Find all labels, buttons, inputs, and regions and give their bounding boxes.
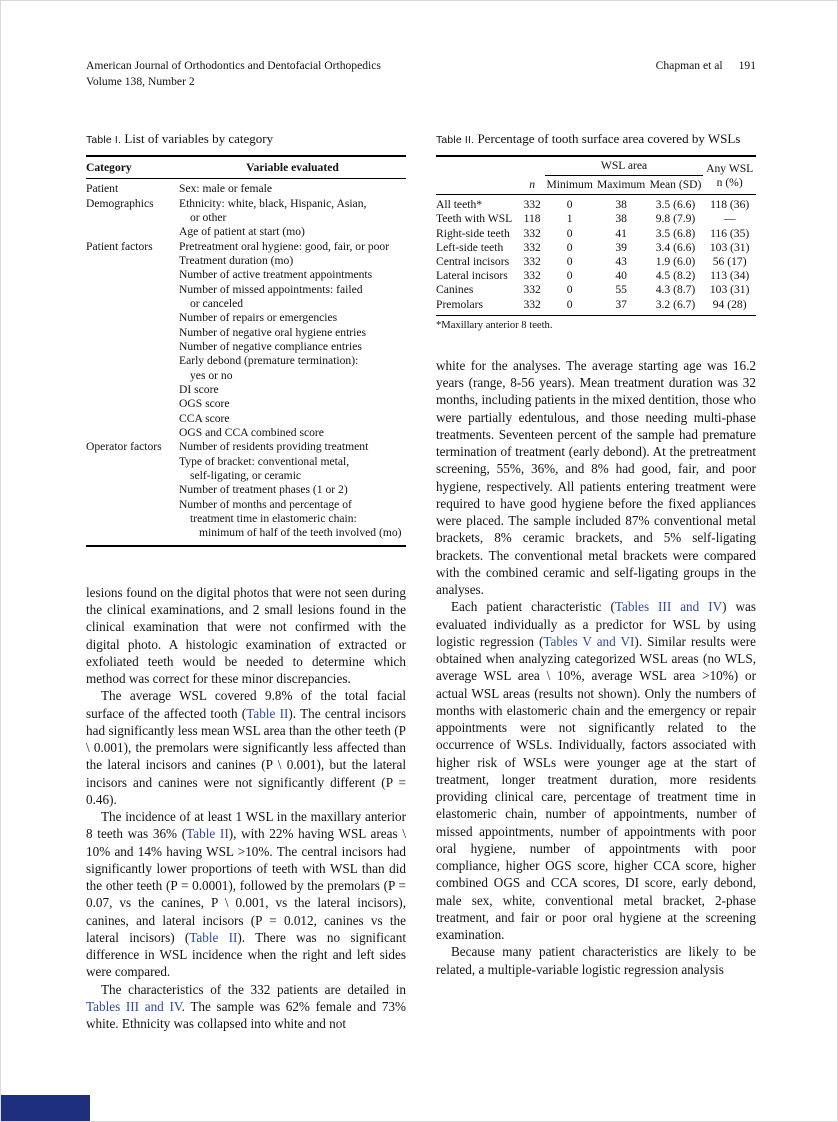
table1-row [86,526,406,545]
category-cell: Operator factors [86,440,162,454]
text-run: ), with 22% having WSL areas \ 10% and 14% having WSL >10%. The central incisors had significantly lower proportions of teeth with WSL than did the other teeth (P = 0.0001), followed by the premolars (P = 0.07, vs the canines, P \ 0.001, vs the lateral incisors), canines, and lateral incisors (P = 0.012, canines vs the lateral incisors) ( [86,826,407,945]
table2-row [436,255,756,269]
category-cell [86,211,179,225]
value-cell: 4.5 (8.2) [655,269,696,283]
value-cell: 39 [615,240,627,254]
value-cell: 3.5 (6.6) [655,198,696,212]
table1-row [86,483,406,497]
variable-cell: Number of repairs or emergencies [179,311,338,325]
table2-caption-title: Percentage of tooth surface area covered by WSLs [477,130,741,146]
value-cell: 37 [615,297,627,311]
variable-cell: yes or no [190,368,233,382]
table1-caption-label: Table I. [86,134,122,146]
cross-reference-link[interactable]: Table II [186,826,229,842]
category-cell: Patient [86,182,119,196]
variable-cell: Age of patient at start (mo) [179,225,305,239]
table1-row [86,179,406,197]
paragraph [86,981,406,1033]
variable-cell: Number of negative compliance entries [179,339,362,353]
table1-row [86,297,406,311]
value-cell: 3.4 (6.6) [655,240,696,254]
category-cell [86,426,179,440]
variable-cell: Treatment duration (mo) [179,253,294,267]
text-run: ). The central incisors had significantly less mean WSL area than the other teeth (P \ 0.001), the premolars were significantly less affected than the lateral incisors and canines (P \ 0.001), but the lateral incisors and canines were not significantly different (P = 0.46). [86,705,406,807]
category-cell [86,326,179,340]
category-cell [86,225,179,239]
value-cell: 9.8 (7.9) [655,212,696,226]
category-cell [86,340,179,354]
variable-cell: or other [190,210,227,224]
value-cell: 0 [566,283,573,297]
category-cell [86,297,179,311]
table2-row [436,227,756,241]
table1-header-row [86,156,406,179]
table1-row [86,211,406,225]
table2-col-n: n [520,156,545,195]
category-cell [86,397,179,411]
table1-section [86,131,406,547]
row-label-cell: Canines [436,283,474,297]
right-column-text [436,357,756,978]
value-cell: 3.2 (6.7) [655,297,696,311]
variable-cell: Type of bracket: conventional metal, [179,454,350,468]
table1-row [86,254,406,268]
value-cell: 38 [615,212,627,226]
table2-section [436,131,756,331]
table1-row [86,197,406,211]
value-cell: 56 (17) [712,255,747,269]
text-run: Because many patient characteristics are likely to be related, a multiple-variable logistic regression analysis [436,944,756,977]
wsl-area-table [436,155,756,316]
value-cell: 94 (28) [712,297,747,311]
table1-caption [86,131,406,148]
row-label-cell: Teeth with WSL [436,212,513,226]
cross-reference-link[interactable]: Table II [189,929,238,945]
variable-cell: Number of residents providing treatment [179,440,369,454]
row-label-cell: Lateral incisors [436,269,508,283]
value-cell: 0 [566,269,573,283]
table1-row [86,397,406,411]
value-cell: 103 (31) [709,283,750,297]
table1-row [86,225,406,239]
paragraph [86,687,406,808]
value-cell: 332 [523,297,541,311]
variable-cell: Number of negative oral hygiene entries [179,325,367,339]
table2-caption-label: Table II. [436,134,475,146]
category-cell [86,469,179,483]
table1-row [86,512,406,526]
value-cell: 113 (34) [710,269,750,283]
variable-cell: OGS and CCA combined score [179,426,324,440]
table1-row [86,354,406,368]
value-cell: 4.3 (8.7) [655,283,696,297]
cross-reference-link[interactable]: Tables III and IV [86,998,182,1014]
text-run: The average WSL covered 9.8% of the total facial surface of the affected tooth ( [86,688,406,721]
value-cell: 116 (35) [710,226,750,240]
cross-reference-link[interactable]: Table II [246,705,289,721]
running-authors: Chapman et al [655,59,723,72]
category-cell [86,483,179,497]
variable-cell: OGS score [179,397,230,411]
value-cell: — [723,212,736,226]
text-run: Each patient characteristic ( [451,599,615,615]
table1-row [86,455,406,469]
table1-col-category: Category [86,156,179,179]
table2-row [436,298,756,316]
category-cell [86,383,179,397]
text-run: ) was evaluated individually as a predictor for WSL by using logistic regression ( [436,599,756,649]
table2-col-any-wsl [703,156,756,195]
running-head [656,58,756,74]
value-cell: 332 [523,269,541,283]
variable-cell: or canceled [190,296,244,310]
category-cell [86,283,179,297]
value-cell: 43 [615,255,627,269]
table2-row [436,283,756,297]
variable-cell: self-ligating, or ceramic [190,469,302,483]
value-cell: 40 [615,269,627,283]
category-cell [86,412,179,426]
table1-row [86,383,406,397]
value-cell: 332 [523,226,541,240]
paragraph [436,357,756,599]
value-cell: 41 [615,226,627,240]
row-label-cell: All teeth* [436,198,483,212]
text-run: white for the analyses. The average starting age was 16.2 years (range, 8-56 years). Mean treatment duration was 32 months, including patients in the mixed dentition, those who were partially edentulous, and those needing multi-phase treatments. Seventeen percent of the sample had premature termination of treatment (early debond). At the pretreatment screening, 55%, 36%, and 8% had good, fair, and poor hygiene, respectively. All patients entering treatment were required to have good hygiene before the fixed appliances were placed. The sample included 87% conventional metal brackets, 8% ceramic brackets, and 5% self-ligating brackets. The conventional metal brackets were compared with the combined ceramic and self-ligating groups in the analyses. [436,357,756,598]
page-corner-bar [1,1095,90,1121]
value-cell: 1 [566,212,573,226]
value-cell: 332 [523,240,541,254]
journal-info [86,58,381,90]
page-content [86,58,756,1032]
variable-cell: Number of missed appointments: failed [179,282,363,296]
variable-cell: treatment time in elastomeric chain: [190,512,357,526]
variable-cell: minimum of half of the teeth involved (mo) [199,526,402,540]
value-cell: 0 [566,240,573,254]
category-cell: Patient factors [86,239,153,253]
table2-stub-head [436,156,520,195]
table1-row [86,426,406,440]
table2-col-minimum: Minimum [545,176,595,195]
table1-row [86,311,406,325]
text-run: ). There was no significant difference in WSL incidence when the right and left sides were compared. [86,929,406,980]
table2-col-maximum: Maximum [595,176,648,195]
cross-reference-link[interactable]: Tables III and IV [614,599,723,615]
value-cell: 332 [523,255,541,269]
paragraph [436,943,756,978]
journal-issue: Volume 138, Number 2 [86,74,195,88]
text-run: The incidence of at least 1 WSL in the maxillary anterior 8 teeth was 36% ( [86,809,406,842]
row-label-cell: Central incisors [436,255,510,269]
row-label-cell: Right-side teeth [436,226,510,240]
variable-cell: CCA score [179,411,230,425]
table2-row [436,195,756,213]
value-cell: 3.5 (6.8) [655,226,696,240]
category-cell [86,311,179,325]
table1-row [86,326,406,340]
value-cell: 118 [523,212,541,226]
value-cell: 103 (31) [709,240,750,254]
table2-col-mean: Mean (SD) [648,176,704,195]
table1-row [86,240,406,254]
journal-name: American Journal of Orthodontics and Dentofacial Orthopedics [86,59,381,72]
variable-cell: DI score [179,383,219,397]
category-cell [86,369,179,383]
text-run: . The sample was 62% female and 73% white. Ethnicity was collapsed into white and not [86,998,406,1032]
value-cell: 0 [566,198,573,212]
left-column [86,131,406,1032]
category-cell [86,512,179,526]
table1-row [86,268,406,282]
table1-row [86,412,406,426]
paragraph [86,808,406,981]
table2-row [436,212,756,226]
table1-col-variable: Variable evaluated [179,156,406,179]
right-column [436,131,756,1032]
table1-row [86,498,406,512]
value-cell: 332 [523,198,541,212]
variable-cell: Sex: male or female [179,182,273,196]
table1-caption-title: List of variables by category [124,130,274,146]
table2-row [436,241,756,255]
value-cell: 0 [566,255,573,269]
table1-row [86,469,406,483]
page-number: 191 [738,59,756,72]
text-run: The characteristics of the 332 patients are detailed in [101,981,406,997]
value-cell: 0 [566,297,573,311]
table2-footnote: *Maxillary anterior 8 teeth. [436,319,553,331]
any-wsl-line2: n (%) [716,175,743,189]
value-cell: 1.9 (6.0) [655,255,696,269]
category-cell [86,354,179,368]
table1-row [86,440,406,454]
paragraph [436,598,756,943]
table2-caption [436,131,756,148]
variable-cell: Pretreatment oral hygiene: good, fair, or poor [179,239,390,253]
any-wsl-line1: Any WSL [706,161,754,175]
cross-reference-link[interactable]: Tables V and VI [543,633,635,649]
variable-cell: Number of months and percentage of [179,497,352,511]
category-cell [86,498,179,512]
category-cell [86,455,179,469]
value-cell: 55 [615,283,627,297]
variables-table [86,155,406,547]
table1-row [86,369,406,383]
category-cell [86,254,179,268]
value-cell: 0 [566,226,573,240]
category-cell [86,526,179,545]
table1-row [86,340,406,354]
variable-cell: Early debond (premature termination): [179,354,359,368]
left-column-text [86,584,406,1033]
variable-cell: Number of active treatment appointments [179,268,373,282]
value-cell: 38 [615,198,627,212]
two-column-layout [86,131,756,1032]
table2-group-header-row [436,156,756,176]
table1-row [86,283,406,297]
variable-cell: Ethnicity: white, black, Hispanic, Asian, [179,196,367,210]
value-cell: 118 (36) [710,198,750,212]
row-label-cell: Left-side teeth [436,240,504,254]
paragraph [86,584,406,688]
text-run: ). Similar results were obtained when analyzing categorized WSL areas (no WLS, average WSL area \ 10%, average WSL area >10%) or actual WSL areas (results not shown). Only the numbers of months with elastomeric chain and the emergency or repair appointments were not significantly related to the occurrence of WSLs. Individually, factors associated with higher risk of WSLs were younger age at the start of treatment, longer treatment duration, more residents providing clinical care, percentage of treatment time in elastomeric chain, number of appointments, number of missed appointments, number of appointments with poor oral hygiene, number of appointments with poor compliance, higher OGS score, higher CCA score, higher combined OGS and CCA scores, DI score, early debond, male sex, white, conventional metal bracket, 2-phase treatment, and fair or poor oral hygiene at the screening examination. [436,633,756,943]
text-run: lesions found on the digital photos that were not seen during the clinical examinations, and 2 small lesions found in the clinical examination that were not confirmed with the digital photo. A histologic examination of extracted or exfoliated teeth would be needed to determine which method was correct for these minor discrepancies. [86,584,406,687]
table2-group-wsl-area: WSL area [545,156,704,176]
category-cell: Demographics [86,196,154,210]
table2-row [436,269,756,283]
row-label-cell: Premolars [436,297,484,311]
value-cell: 332 [523,283,541,297]
page-header [86,58,756,90]
category-cell [86,268,179,282]
variable-cell: Number of treatment phases (1 or 2) [179,483,348,497]
